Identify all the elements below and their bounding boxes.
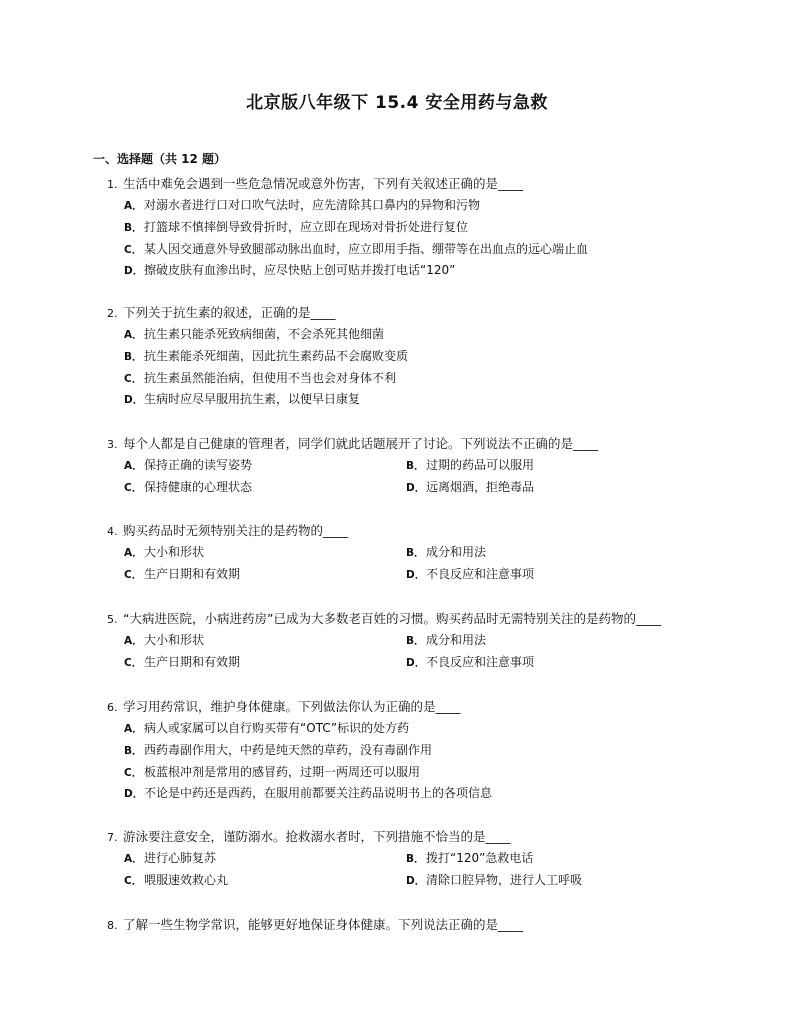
options-list: [124, 541, 747, 584]
options-list: [124, 454, 747, 497]
option-d: D．不论是中药还是西药，在服用前都要关注药品说明书上的各项信息: [124, 786, 493, 801]
option-a: A．大小和形状: [124, 633, 205, 648]
question-number: 7.: [107, 831, 118, 844]
question-stem: [107, 915, 747, 935]
question-stem: [107, 609, 747, 629]
question-text: 生活中难免会遇到一些危急情况或意外伤害，下列有关叙述正确的是____: [123, 176, 524, 191]
question-text: 购买药品时无须特别关注的是药物的____: [123, 523, 349, 538]
option-a: A．进行心肺复苏: [124, 851, 217, 866]
option-d: D．不良反应和注意事项: [406, 655, 535, 670]
question-number: 5.: [107, 613, 118, 626]
question-text: 下列关于抗生素的叙述，正确的是____: [123, 305, 336, 320]
question-text: 了解一些生物学常识，能够更好地保证身体健康。下列说法正确的是____: [123, 917, 524, 932]
question-7: [107, 827, 747, 890]
option-a: A．抗生素只能杀死致病细菌，不会杀死其他细菌: [124, 327, 385, 342]
question-text: 游泳要注意安全，谨防溺水。抢救溺水者时，下列措施不恰当的是____: [123, 829, 511, 844]
option-a: A．病人或家属可以自行购买带有“OTC”标识的处方药: [124, 721, 410, 736]
option-c: C． 抗生素虽然能治病，但使用不当也会对身体不利: [124, 370, 397, 385]
question-number: 3.: [107, 438, 118, 451]
option-d: D．擦破皮肤有血渗出时，应尽快贴上创可贴并拨打电话“120”: [124, 263, 456, 278]
option-b: B．抗生素能杀死细菌，因此抗生素药品不会腐败变质: [124, 349, 409, 364]
option-b: B．过期的药品可以服用: [406, 458, 535, 473]
option-b: B．拨打“120”急救电话: [406, 851, 534, 866]
question-number: 1.: [107, 178, 118, 191]
question-stem: [107, 303, 747, 323]
options-list: [124, 194, 747, 281]
options-list: [124, 323, 747, 410]
question-6: [107, 697, 747, 804]
option-b: B．打篮球不慎摔倒导致骨折时，应立即在现场对骨折处进行复位: [124, 220, 469, 235]
document-title: 北京版八年级下 15.4 安全用药与急救: [246, 93, 548, 113]
option-d: D．生病时应尽早服用抗生素，以便早日康复: [124, 392, 361, 407]
question-8: [107, 915, 747, 935]
question-4: [107, 521, 747, 584]
option-c: C． 板蓝根冲剂是常用的感冒药，过期一两周还可以服用: [124, 764, 421, 779]
question-stem: [107, 521, 747, 541]
option-a: A．对溺水者进行口对口吹气法时，应先清除其口鼻内的异物和污物: [124, 198, 481, 213]
option-b: B．成分和用法: [406, 545, 487, 560]
option-d: D．清除口腔异物，进行人工呼吸: [406, 873, 583, 888]
question-number: 4.: [107, 525, 118, 538]
question-text: 学习用药常识，维护身体健康。下列做法你认为正确的是____: [123, 699, 461, 714]
question-number: 2.: [107, 307, 118, 320]
question-stem: [107, 434, 747, 454]
option-c: C． 保持健康的心理状态: [124, 480, 253, 495]
option-c: C． 生产日期和有效期: [124, 567, 241, 582]
option-a: A．大小和形状: [124, 545, 205, 560]
question-2: [107, 303, 747, 410]
question-number: 8.: [107, 919, 118, 932]
option-c: C． 喂服速效救心丸: [124, 873, 229, 888]
question-3: [107, 434, 747, 497]
question-text: “大病进医院，小病进药房”已成为大多数老百姓的习惯。购买药品时无需特别关注的是药物的____: [123, 611, 661, 626]
section-heading: 一、选择题（共 12 题）: [93, 152, 227, 166]
option-a: A．保持正确的读写姿势: [124, 458, 253, 473]
question-text: 每个人都是自己健康的管理者，同学们就此话题展开了讨论。下列说法不正确的是____: [123, 436, 599, 451]
option-c: C． 某人因交通意外导致腿部动脉出血时，应立即用手指、绷带等在出血点的远心端止血: [124, 241, 589, 256]
option-b: B．成分和用法: [406, 633, 487, 648]
option-d: D．不良反应和注意事项: [406, 567, 535, 582]
question-number: 6.: [107, 701, 118, 714]
question-stem: [107, 174, 747, 194]
question-5: [107, 609, 747, 672]
question-1: [107, 174, 747, 281]
options-list: [124, 847, 747, 890]
question-stem: [107, 827, 747, 847]
option-b: B．西药毒副作用大，中药是纯天然的草药，没有毒副作用: [124, 743, 433, 758]
options-list: [124, 717, 747, 804]
option-d: D．远离烟酒，拒绝毒品: [406, 480, 535, 495]
option-c: C． 生产日期和有效期: [124, 655, 241, 670]
question-stem: [107, 697, 747, 717]
options-list: [124, 629, 747, 672]
